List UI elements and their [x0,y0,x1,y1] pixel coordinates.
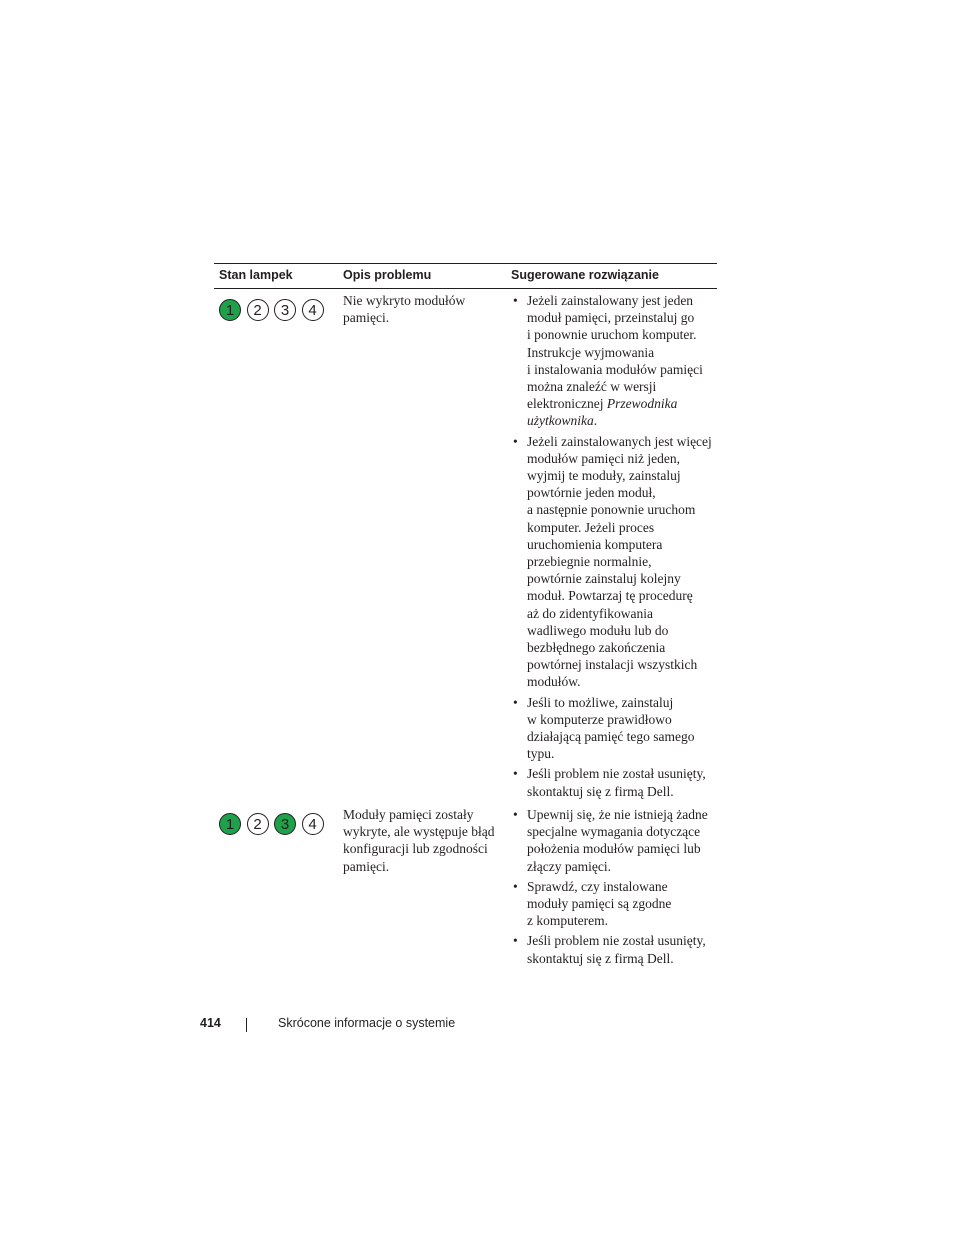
light-3-on-icon: 3 [274,813,296,835]
solution-line: wyjmij te moduły, zainstaluj [527,468,681,484]
solution-line: Instrukcje wyjmowania [527,344,655,360]
header-problem: Opis problemu [343,268,432,282]
problem-line: pamięci. [343,858,390,874]
solution-line: w komputerze prawidłowo [527,711,672,727]
solution-line: Jeśli problem nie został usunięty, [527,766,706,782]
solution-item [511,878,721,930]
solution-line: a następnie ponownie uruchom [527,502,696,518]
problem-line: Nie wykryto modułów [343,293,466,308]
table-header [214,263,717,289]
problem-line: wykryte, ale występuje błąd [343,824,495,840]
solution-line: z komputerem. [527,913,608,929]
solution-line: Jeżeli zainstalowanych jest więcej [527,433,712,449]
solution-line: Jeżeli zainstalowany jest jeden [527,293,694,308]
solution-line: specjalne wymagania dotyczące [527,824,701,840]
problem-description [343,292,508,326]
bullet-icon: • [513,878,518,894]
light-2-off-icon: 2 [247,813,269,835]
bullet-icon: • [513,433,518,449]
solution-line: moduł pamięci, przeinstaluj go [527,310,695,326]
solution-list [511,806,721,970]
solution-line: typu. [527,746,555,762]
bullet-icon: • [513,293,518,308]
solution-list [511,292,721,803]
light-1-on-icon: 1 [219,299,241,321]
solution-line: skontaktuj się z firmą Dell. [527,783,674,799]
table-row [214,289,717,803]
problem-description [343,806,508,875]
bullet-icon: • [513,807,518,822]
solution-item [511,806,721,875]
solution-line: można znaleźć w wersji [527,379,657,395]
solution-line: działającą pamięć tego samego [527,729,695,745]
diagnostic-lights-table [214,263,717,973]
solution-line: komputer. Jeżeli proces [527,519,655,535]
solution-line: uruchomienia komputera [527,536,663,552]
footer-title: Skrócone informacje o systemie [278,1016,456,1030]
footer-divider [246,1018,247,1032]
bullet-icon: • [513,766,518,782]
solution-line: i ponownie uruchom komputer. [527,327,697,343]
problem-line: konfiguracji lub zgodności [343,841,488,857]
solution-item [511,292,721,430]
solution-line: moduł. Powtarzaj tę procedurę [527,588,693,604]
solution-line: skontaktuj się z firmą Dell. [527,950,674,966]
header-lights: Stan lampek [219,268,293,282]
problem-line: pamięci. [343,310,390,326]
solution-line: elektronicznej Przewodnika [527,396,678,412]
solution-line: modułów pamięci niż jeden, [527,450,680,466]
header-solution: Sugerowane rozwiązanie [511,268,659,282]
solution-line: Jeśli problem nie został usunięty, [527,933,706,949]
solution-line: i instalowania modułów pamięci [527,361,703,377]
diagnostic-lights [219,813,329,835]
solution-line: modułów. [527,674,581,690]
solution-line: bezbłędnego zakończenia [527,640,666,656]
solution-line: złączy pamięci. [527,858,611,874]
light-1-on-icon: 1 [219,813,241,835]
solution-item [511,932,721,966]
diagnostic-lights [219,299,329,321]
solution-item [511,765,721,799]
solution-line: powtórnie zainstaluj kolejny [527,571,681,587]
light-4-off-icon: 4 [302,813,324,835]
bullet-icon: • [513,694,518,710]
solution-item [511,433,721,691]
solution-item [511,694,721,763]
light-3-off-icon: 3 [274,299,296,321]
page-number: 414 [200,1016,221,1030]
solution-line: powtórnej instalacji wszystkich [527,657,698,673]
solution-line: położenia modułów pamięci lub [527,841,701,857]
solution-line: Sprawdź, czy instalowane [527,878,668,894]
solution-line: moduły pamięci są zgodne [527,896,672,912]
solution-line: aż do zidentyfikowania [527,605,653,621]
table-row [214,803,717,973]
light-4-off-icon: 4 [302,299,324,321]
solution-line: użytkownika. [527,413,598,429]
solution-line: Upewnij się, że nie istnieją żadne [527,807,708,822]
solution-line: przebiegnie normalnie, [527,554,652,570]
light-2-off-icon: 2 [247,299,269,321]
problem-line: Moduły pamięci zostały [343,807,474,822]
solution-line: wadliwego modułu lub do [527,622,669,638]
solution-line: Jeśli to możliwe, zainstaluj [527,694,674,710]
bullet-icon: • [513,933,518,949]
solution-line: powtórnie jeden moduł, [527,485,656,501]
